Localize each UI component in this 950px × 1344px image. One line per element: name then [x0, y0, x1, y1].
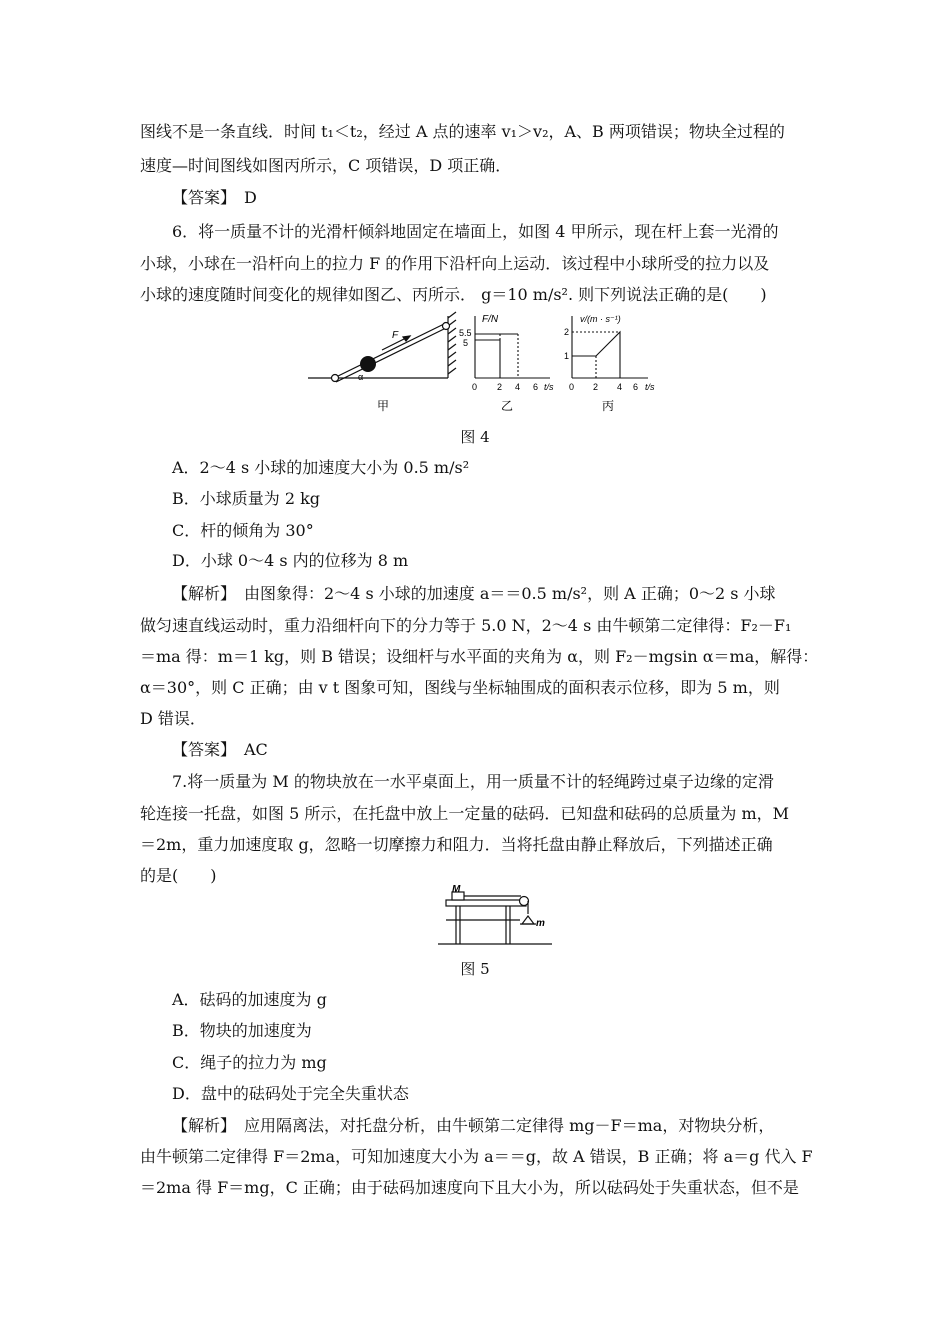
tick-label: 5 — [463, 338, 469, 348]
solution-line: 【解析】 应用隔离法，对托盘分析，由牛顿第二定律得 mg－F＝ma，对物块分析， — [172, 1116, 775, 1135]
y-axis-label: F/N — [482, 314, 499, 325]
x-axis-label: t/s — [544, 382, 554, 392]
tick-label: 0 — [472, 382, 478, 392]
figure-5-caption: 图 5 — [460, 960, 490, 978]
question-6-line: 小球的速度随时间变化的规律如图乙、丙所示． g＝10 m/s². 则下列说法正确的是( ) — [140, 285, 767, 304]
tick-label: 2 — [497, 382, 503, 392]
tick-label: 1 — [564, 351, 570, 361]
answer-line: 【答案】 D — [172, 188, 257, 207]
question-6-line: 小球，小球在一沿杆向上的拉力 F 的作用下沿杆向上运动．该过程中小球所受的拉力以及 — [140, 254, 770, 273]
tick-label: 2 — [593, 382, 599, 392]
figure-4 — [300, 310, 680, 420]
figure-5 — [436, 884, 556, 950]
option-b: B．物块的加速度为 — [172, 1021, 312, 1040]
solution-line: 由牛顿第二定律得 F＝2ma，可知加速度大小为 a＝＝g，故 A 错误，B 正确；将 a＝g 代入 F — [140, 1147, 813, 1166]
question-7-line: ＝2m，重力加速度取 g，忽略一切摩擦力和阻力．当将托盘由静止释放后，下列描述正确 — [140, 835, 773, 854]
mass-M-label: M — [452, 884, 461, 895]
mass-m-label: m — [536, 918, 545, 929]
figure-4-caption: 图 4 — [460, 428, 490, 446]
fig-label-yi: 乙 — [501, 399, 514, 413]
option-c: C．绳子的拉力为 mg — [172, 1053, 327, 1072]
tick-label: 6 — [633, 382, 639, 392]
ball — [360, 356, 376, 372]
force-label: F — [392, 330, 399, 341]
solution-line: ＝ma 得：m＝1 kg，则 B 错误；设细杆与水平面的夹角为 α，则 F₂－mgsin α＝ma，解得： — [140, 647, 819, 666]
question-7-line: 轮连接一托盘，如图 5 所示，在托盘中放上一定量的砝码．已知盘和砝码的总质量为 m，M — [140, 804, 789, 823]
question-6-line: 6．将一质量不计的光滑杆倾斜地固定在墙面上，如图 4 甲所示，现在杆上套一光滑的 — [172, 222, 779, 241]
question-7-line: 7.将一质量为 M 的物块放在一水平桌面上，用一质量不计的轻绳跨过桌子边缘的定滑 — [172, 772, 774, 791]
x-axis-label: t/s — [645, 382, 655, 392]
text-line: 速度—时间图线如图丙所示，C 项错误，D 项正确． — [140, 156, 512, 175]
y-axis-label: v/(m · s⁻¹) — [580, 314, 621, 324]
option-c: C．杆的倾角为 30° — [172, 521, 314, 540]
option-d: D．小球 0～4 s 内的位移为 8 m — [172, 551, 409, 570]
tick-label: 2 — [564, 327, 570, 337]
option-b: B．小球质量为 2 kg — [172, 489, 321, 508]
solution-line: ＝2ma 得 F＝mg，C 正确；由于砝码加速度向下且大小为，所以砝码处于失重状态，但不是 — [140, 1178, 799, 1197]
option-a: A．砝码的加速度为 g — [172, 990, 327, 1009]
tick-label: 4 — [515, 382, 521, 392]
figure-4-jia — [308, 312, 456, 382]
answer-line: 【答案】 AC — [172, 740, 268, 759]
solution-line: 做匀速直线运动时，重力沿细杆向下的分力等于 5.0 N，2～4 s 由牛顿第二定律得：F₂－F₁ — [140, 616, 792, 635]
option-a: A．2～4 s 小球的加速度大小为 0.5 m/s² — [172, 458, 470, 477]
figure-4-bing — [572, 316, 648, 378]
tick-label: 6 — [533, 382, 539, 392]
tick-label: 0 — [569, 382, 575, 392]
question-7-line: 的是( ) — [140, 866, 217, 885]
text-line: 图线不是一条直线．时间 t₁＜t₂，经过 A 点的速率 v₁＞v₂，A、B 两项错误；物块全过程的 — [140, 122, 785, 141]
solution-line: 【解析】 由图象得：2～4 s 小球的加速度 a＝＝0.5 m/s²，则 A 正确；0～2 s 小球 — [172, 584, 776, 603]
solution-line: D 错误． — [140, 709, 206, 728]
tick-label: 4 — [617, 382, 623, 392]
fig-label-bing: 丙 — [602, 399, 615, 413]
angle-label: α — [358, 372, 364, 382]
option-d: D．盘中的砝码处于完全失重状态 — [172, 1084, 409, 1103]
tick-label: 5.5 — [459, 328, 472, 338]
figure-4-yi — [475, 316, 550, 378]
solution-line: α＝30°，则 C 正确；由 v t 图象可知，图线与坐标轴围成的面积表示位移，即为 5 m，则 — [140, 678, 780, 697]
fig-label-jia: 甲 — [377, 399, 390, 413]
